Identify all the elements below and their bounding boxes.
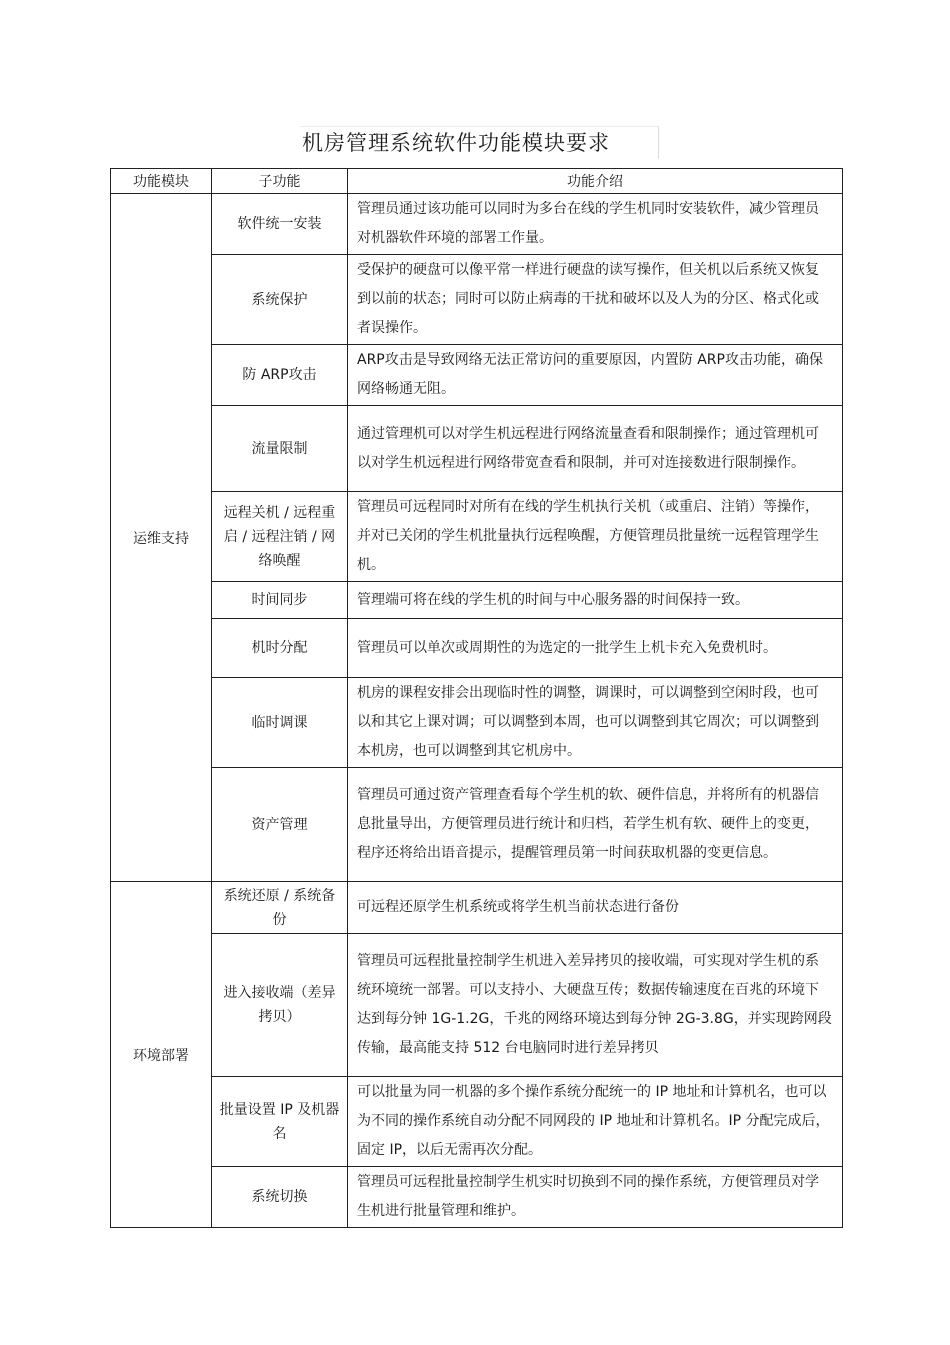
table-row bbox=[111, 934, 843, 1077]
table-row bbox=[111, 1077, 843, 1167]
subfunction-cell: 时间同步 bbox=[212, 582, 348, 619]
table-row bbox=[111, 345, 843, 406]
subfunction-cell: 流量限制 bbox=[212, 406, 348, 492]
description-cell: 通过管理机可以对学生机远程进行网络流量查看和限制操作；通过管理机可以对学生机远程进行网络带宽查看和限制，并可对连接数进行限制操作。 bbox=[348, 406, 843, 492]
table-row bbox=[111, 768, 843, 882]
description-cell: 管理员可通过资产管理查看每个学生机的软、硬件信息，并将所有的机器信息批量导出，方便管理员进行统计和归档，若学生机有软、硬件上的变更，程序还将给出语音提示，提醒管理员第一时间获取机器的变更信息。 bbox=[348, 768, 843, 882]
description-cell: ARP攻击是导致网络无法正常访问的重要原因，内置防 ARP攻击功能，确保网络畅通无阻。 bbox=[348, 345, 843, 406]
header-module: 功能模块 bbox=[111, 169, 212, 194]
description-cell: 管理员可远程批量控制学生机实时切换到不同的操作系统，方便管理员对学生机进行批量管理和维护。 bbox=[348, 1167, 843, 1228]
description-cell: 受保护的硬盘可以像平常一样进行硬盘的读写操作，但关机以后系统又恢复到以前的状态；同时可以防止病毒的干扰和破坏以及人为的分区、格式化或者误操作。 bbox=[348, 255, 843, 345]
table-row bbox=[111, 582, 843, 619]
table-row bbox=[111, 678, 843, 768]
table-row bbox=[111, 1167, 843, 1228]
description-cell: 可以批量为同一机器的多个操作系统分配统一的 IP 地址和计算机名，也可以为不同的操作系统自动分配不同网段的 IP 地址和计算机名。IP 分配完成后，固定 IP，以后无需再次分配。 bbox=[348, 1077, 843, 1167]
subfunction-cell: 机时分配 bbox=[212, 619, 348, 678]
header-subfunction: 子功能 bbox=[212, 169, 348, 194]
table-header-row bbox=[111, 169, 843, 194]
subfunction-cell: 远程关机 / 远程重启 / 远程注销 / 网络唤醒 bbox=[212, 492, 348, 582]
module-cell-ops: 运维支持 bbox=[111, 194, 212, 882]
description-cell: 管理员可远程同时对所有在线的学生机执行关机（或重启、注销）等操作，并对已关闭的学生机批量执行远程唤醒，方便管理员批量统一远程管理学生机。 bbox=[348, 492, 843, 582]
table-row bbox=[111, 619, 843, 678]
subfunction-cell: 系统切换 bbox=[212, 1167, 348, 1228]
table-row bbox=[111, 882, 843, 934]
subfunction-cell: 防 ARP攻击 bbox=[212, 345, 348, 406]
description-cell: 可远程还原学生机系统或将学生机当前状态进行备份 bbox=[348, 882, 843, 934]
description-cell: 管理员可远程批量控制学生机进入差异拷贝的接收端，可实现对学生机的系统环境统一部署。可以支持小、大硬盘互传；数据传输速度在百兆的环境下达到每分钟 1G-1.2G，千兆的网络环境达到每分钟 2G-3.8G，并实现跨网段传输，最高能支持 512 台电脑同时进行差异拷贝 bbox=[348, 934, 843, 1077]
subfunction-cell: 进入接收端（差异拷贝） bbox=[212, 934, 348, 1077]
header-description: 功能介绍 bbox=[348, 169, 843, 194]
subfunction-cell: 资产管理 bbox=[212, 768, 348, 882]
function-module-table bbox=[110, 168, 843, 1228]
table-row bbox=[111, 406, 843, 492]
subfunction-cell: 临时调课 bbox=[212, 678, 348, 768]
module-cell-deploy: 环境部署 bbox=[111, 882, 212, 1228]
subfunction-cell: 系统还原 / 系统备份 bbox=[212, 882, 348, 934]
table-row bbox=[111, 194, 843, 255]
subfunction-cell: 软件统一安装 bbox=[212, 194, 348, 255]
description-cell: 管理端可将在线的学生机的时间与中心服务器的时间保持一致。 bbox=[348, 582, 843, 619]
table-row bbox=[111, 255, 843, 345]
subfunction-cell: 批量设置 IP 及机器名 bbox=[212, 1077, 348, 1167]
page-title: 机房管理系统软件功能模块要求 bbox=[300, 126, 659, 159]
table-row bbox=[111, 492, 843, 582]
description-cell: 管理员可以单次或周期性的为选定的一批学生上机卡充入免费机时。 bbox=[348, 619, 843, 678]
subfunction-cell: 系统保护 bbox=[212, 255, 348, 345]
description-cell: 机房的课程安排会出现临时性的调整，调课时，可以调整到空闲时段，也可以和其它上课对调；可以调整到本周，也可以调整到其它周次；可以调整到本机房，也可以调整到其它机房中。 bbox=[348, 678, 843, 768]
description-cell: 管理员通过该功能可以同时为多台在线的学生机同时安装软件，减少管理员对机器软件环境的部署工作量。 bbox=[348, 194, 843, 255]
